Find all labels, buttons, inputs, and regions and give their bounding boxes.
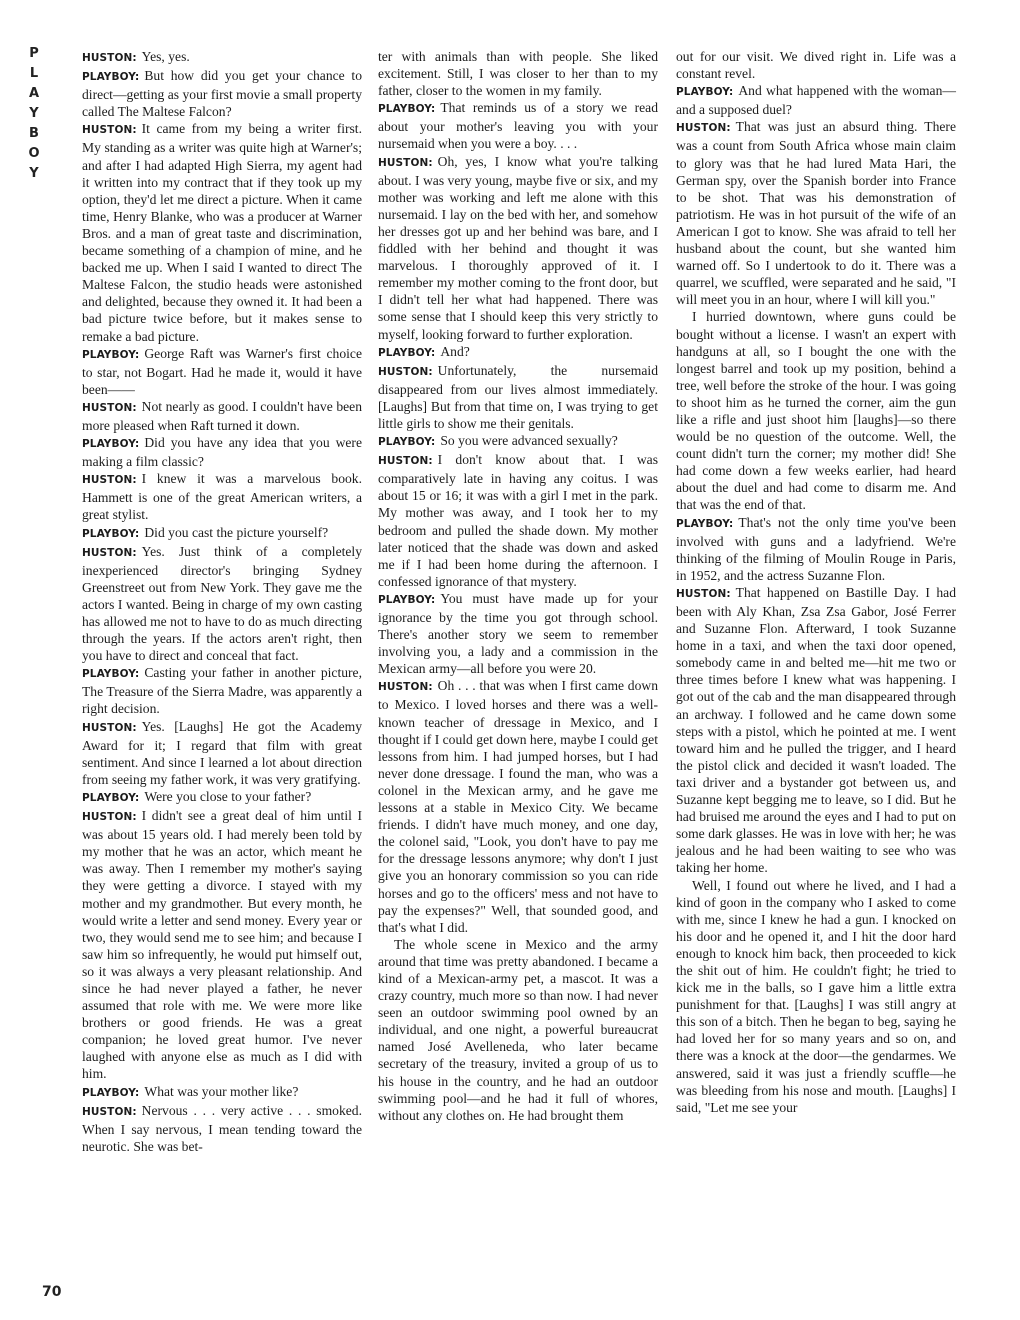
paragraph-text: Casting your father in another picture, The Treasure of the Sierra Madre, was apparently a right decision. [82,665,362,717]
speaker-label: HUSTON: [676,122,731,135]
paragraph-text: Yes. Just think of a completely inexperienced director's bringing Sydney Greenstreet out from New York. They gave me the actors I wanted. Being in charge of my own casting has allowed me not to have to do as much directing through the years. If the actors aren't right, then you have to direct and conceal that fact. [82,543,362,664]
paragraph-text: That was just an absurd thing. There was a count from South Africa whose main claim to glory was that he had lured Mata Hari, the German spy, over the Spanish border into France to be shot. That was his demonstration of patriotism. He was in hot pursuit of the wife of an American I got to know. She was afraid to tell her husband about the count, but she wanted him warned off. So I undertook to do it. There was a quarrel, we scuffled, were separated and he said, "I will meet you in an hour, where I will kill you." [676,119,956,308]
paragraph-text: What was your mother like? [144,1083,299,1099]
interview-paragraph [378,343,658,362]
interview-paragraph [676,514,956,584]
interview-paragraph [676,82,956,118]
interview-paragraph [82,470,362,523]
masthead-letter: P [29,46,39,61]
interview-paragraph [82,1102,362,1155]
interview-paragraph [378,99,658,152]
paragraph-text: Yes. [Laughs] He got the Academy Award for it; I regard that film with great sentiment. And since I learned a lot about direction from seeing my father work, it was very gratifying. [82,718,362,787]
paragraph-text: I don't know about that. I was comparatively late in having any coitus. I was about 15 or 16; it was with a girl I met in the park. My mother was away, and I took her to my bedroom and pulled the shade down. My mother later noticed that the shade was down and asked me if I had been home during the afternoon. I confessed ignorance of that mystery. [378,452,658,589]
speaker-label: PLAYBOY: [378,103,436,116]
interview-paragraph [82,398,362,434]
paragraph-text: And? [440,343,470,359]
interview-paragraph [82,524,362,543]
interview-paragraph [378,48,658,99]
interview-paragraph [378,362,658,432]
masthead-letter: O [28,146,40,161]
interview-paragraph [82,345,362,398]
interview-paragraph [82,664,362,717]
interview-paragraph [82,120,362,344]
interview-paragraph [378,451,658,590]
speaker-label: PLAYBOY: [676,86,734,99]
text-column-3 [676,48,956,1116]
interview-paragraph [82,1083,362,1102]
paragraph-text: Well, I found out where he lived, and I had a kind of goon in the company who I asked to come with me, since I knew he had a gun. I knocked on his door and he opened it, and I hit the door hard enough to knock him back, then proceeded to kick the shit out of him. He couldn't fight; he tried to kick me in the balls, so I gave him a little extra punishment for that. [Laughs] I was still angry at this son of a bitch. Then he began to beg, saying he had loved her for so many years and so on, and there was a knock at the door—the gendarmes. We answered, said it was just a friendly scuffle—he was bleeding from his nose and mouth. [Laughs] I said, "Let me see your [676,877,956,1115]
interview-paragraph [676,584,956,877]
speaker-label: HUSTON: [378,681,433,694]
speaker-label: PLAYBOY: [378,346,436,359]
speaker-label: HUSTON: [82,474,137,487]
speaker-label: HUSTON: [378,156,433,169]
interview-paragraph [82,67,362,120]
interview-paragraph [378,677,658,935]
interview-paragraph [82,48,362,67]
speaker-label: HUSTON: [82,52,137,64]
speaker-label: HUSTON: [82,124,137,137]
paragraph-text: Unfortunately, the nursemaid disappeared from our lives almost immediately. [Laughs] But from that time on, I was trying to get little girls to show me their genitals. [378,362,658,431]
paragraph-text: Oh . . . that was when I first came down to Mexico. I loved horses and there was a well-known teacher of dressage in Mexico, and I thought if I could get down here, maybe I could get lessons from him. I had jumped horses, but I had never done dressage. I found the man, who was a colonel in the Mexican army, and he gave me lessons at a stable in Mexico City. We became friends. I didn't have much money, and one day, the colonel said, "Look, you don't have to pay me for the dressage lessons anymore; why don't I just give you an honorary commission so you can ride horses and go to the officers' mess and not have to pay the expenses?" Well, that sounded good, and that's what I did. [378,678,658,935]
speaker-label: PLAYBOY: [82,1086,140,1099]
speaker-label: PLAYBOY: [82,527,140,540]
paragraph-text: George Raft was Warner's first choice to star, not Bogart. Had he made it, would it have been—— [82,345,362,397]
paragraph-text: out for our visit. We dived right in. Life was a constant revel. [676,49,956,82]
paragraph-text: Nervous . . . very active . . . smoked. When I say nervous, I mean tending toward the neurotic. She was bet- [82,1102,362,1154]
paragraph-text: Oh, yes, I know what you're talking about. I was very young, maybe five or six, and my mother was working and left me alone with this nursemaid. I lay on the bed with her, and somehow her dresses got up and her behind was bare, and I fiddled with her behind and thought it was marvelous. I thoroughly approved of it. I remember my mother coming to the front door, but I didn't tell her what had happened. There was some sense that I should keep this very strictly to myself, looking forward to further exploration. [378,153,658,342]
speaker-label: PLAYBOY: [82,668,140,681]
paragraph-text: Were you close to your father? [144,788,312,804]
interview-paragraph [378,936,658,1124]
interview-paragraph [378,590,658,677]
paragraph-text: Did you have any idea that you were making a film classic? [82,435,362,470]
speaker-label: PLAYBOY: [676,517,734,530]
speaker-label: HUSTON: [82,546,137,559]
speaker-label: PLAYBOY: [82,71,140,84]
paragraph-text: Not nearly as good. I couldn't have been more pleased when Raft turned it down. [82,398,362,433]
text-column-2 [378,48,658,1124]
paragraph-text: I hurried downtown, where guns could be bought without a license. I wasn't an expert with handguns at all, so I bought the one with the longest barrel and took up my position, behind a tree, well before the stroke of the hour. I was going to shoot him as he turned the corner, aim the gun like a rifle and just shoot him [laughs]—so there would be no question of the outcome. Well, the count didn't turn the corner; my mother did! She had come down a few weeks earlier, had heard about the duel and had come to disarm me. And that was the end of that. [676,309,956,513]
speaker-label: HUSTON: [82,1105,137,1118]
masthead-letter: B [29,126,39,141]
interview-paragraph [82,434,362,470]
paragraph-text: Did you cast the picture yourself? [144,524,329,540]
speaker-label: PLAYBOY: [378,593,436,606]
paragraph-text: It came from my being a writer first. My standing as a writer was quite high at Warner's; and after I had adapted High Sierra, my agent had it written into my contract that if they took up my option, they'd let me direct a picture. When it came time, Henry Blanke, who was a producer at Warner Bros. and a man of great taste and discrimination, became something of a champion of mine, and he backed me up. When I said I wanted to direct The Maltese Falcon, the studio heads were astonished and delighted, because they owned it. It had been a bad picture twice before, but it makes sense to remake a bad picture. [82,121,362,344]
speaker-label: HUSTON: [378,455,433,468]
masthead-letter: L [29,66,39,81]
interview-paragraph [82,807,362,1083]
speaker-label: HUSTON: [676,587,731,600]
page-number: 70 [42,1284,62,1300]
speaker-label: PLAYBOY: [82,438,140,451]
speaker-label: PLAYBOY: [378,436,436,449]
paragraph-text: That happened on Bastille Day. I had been with Aly Khan, Zsa Zsa Gabor, José Ferrer and Suzanne Flon. Afterward, I took Suzanne home in a taxi, and when the taxi door opened, somebody came in and belted me—hit me two or three times before I knew what was happening. I got out of the cab and the man disappeared through an archway. I followed and he came down some steps with a pistol, which he pointed at me. I went toward him and he pulled the trigger, and I heard the pistol click and decided it wasn't loaded. The taxi driver and a bystander got between us, and Suzanne kept begging me to leave, so I did. But he had bruised me around the eyes and I had to put on some dark glasses. He was in love with her; he was jealous and he had been waiting to see who was taking her home. [676,584,956,876]
interview-paragraph [378,153,658,343]
paragraph-text: I knew it was a marvelous book. Hammett is one of the great American writers, a great stylist. [82,471,362,523]
interview-paragraph [378,432,658,451]
paragraph-text: That reminds us of a story we read about your mother's leaving you with your nursemaid when you were a boy. . . . [378,100,658,152]
interview-paragraph [676,877,956,1116]
interview-paragraph [82,788,362,807]
paragraph-text: So you were advanced sexually? [440,433,618,449]
interview-paragraph [82,543,362,665]
paragraph-text: ter with animals than with people. She liked excitement. Still, I was closer to her than to my father, closer to the women in my family. [378,49,658,99]
interview-paragraph [676,118,956,308]
masthead-letter: Y [29,106,39,121]
masthead-letter: A [28,86,40,101]
interview-paragraph [676,48,956,82]
text-column-1 [82,48,362,1155]
speaker-label: HUSTON: [82,401,137,414]
speaker-label: HUSTON: [82,811,137,824]
paragraph-text: And what happened with the woman—and a supposed duel? [676,83,956,118]
speaker-label: PLAYBOY: [82,791,140,804]
masthead-letter: Y [29,166,39,181]
paragraph-text: But how did you get your chance to direct—getting as your first movie a small property called The Maltese Falcon? [82,68,362,120]
speaker-label: HUSTON: [378,365,433,378]
paragraph-text: That's not the only time you've been involved with guns and a ladyfriend. We're thinking of the filming of Moulin Rouge in Paris, in 1952, and the actress Suzanne Flon. [676,514,956,583]
paragraph-text: I didn't see a great deal of him until I was about 15 years old. I had merely been told by my mother that he was an actor, which meant he was away. Then I remember my mother's saying they were getting a divorce. I stayed with my mother and my grandmother. But every month, he would write a letter and send money. Every year or two, they would send me to see him; and because I saw him so infrequently, he would put himself out, so it was always a very pleasant relationship. And since he had never played a father, he never assumed that role with me. We were more like brothers or good friends. He was a great companion; he loved great humor. I've never laughed with anyone else as much as I did with him. [82,808,362,1082]
speaker-label: HUSTON: [82,721,137,734]
paragraph-text: Yes, yes. [141,49,190,64]
speaker-label: PLAYBOY: [82,348,140,361]
magazine-masthead [22,44,46,184]
interview-paragraph [676,308,956,513]
interview-paragraph [82,718,362,788]
paragraph-text: You must have made up for your ignorance by the time you got through school. There's another story we seem to remember involving you, a lady and a commission in the Mexican army—all before you were 20. [378,590,658,677]
paragraph-text: The whole scene in Mexico and the army around that time was pretty abandoned. I became a kind of a Mexican-army pet, a mascot. It was a crazy country, much more so than now. I had never seen an outdoor swimming pool owned by an individual, and one night, a powerful bureaucrat named José Avelleneda, who later became secretary of the treasury, invited a group of us to his house in the country, and he had an outdoor swimming pool—and he had it full of whores, without any clothes on. He had brought them [378,936,658,1123]
